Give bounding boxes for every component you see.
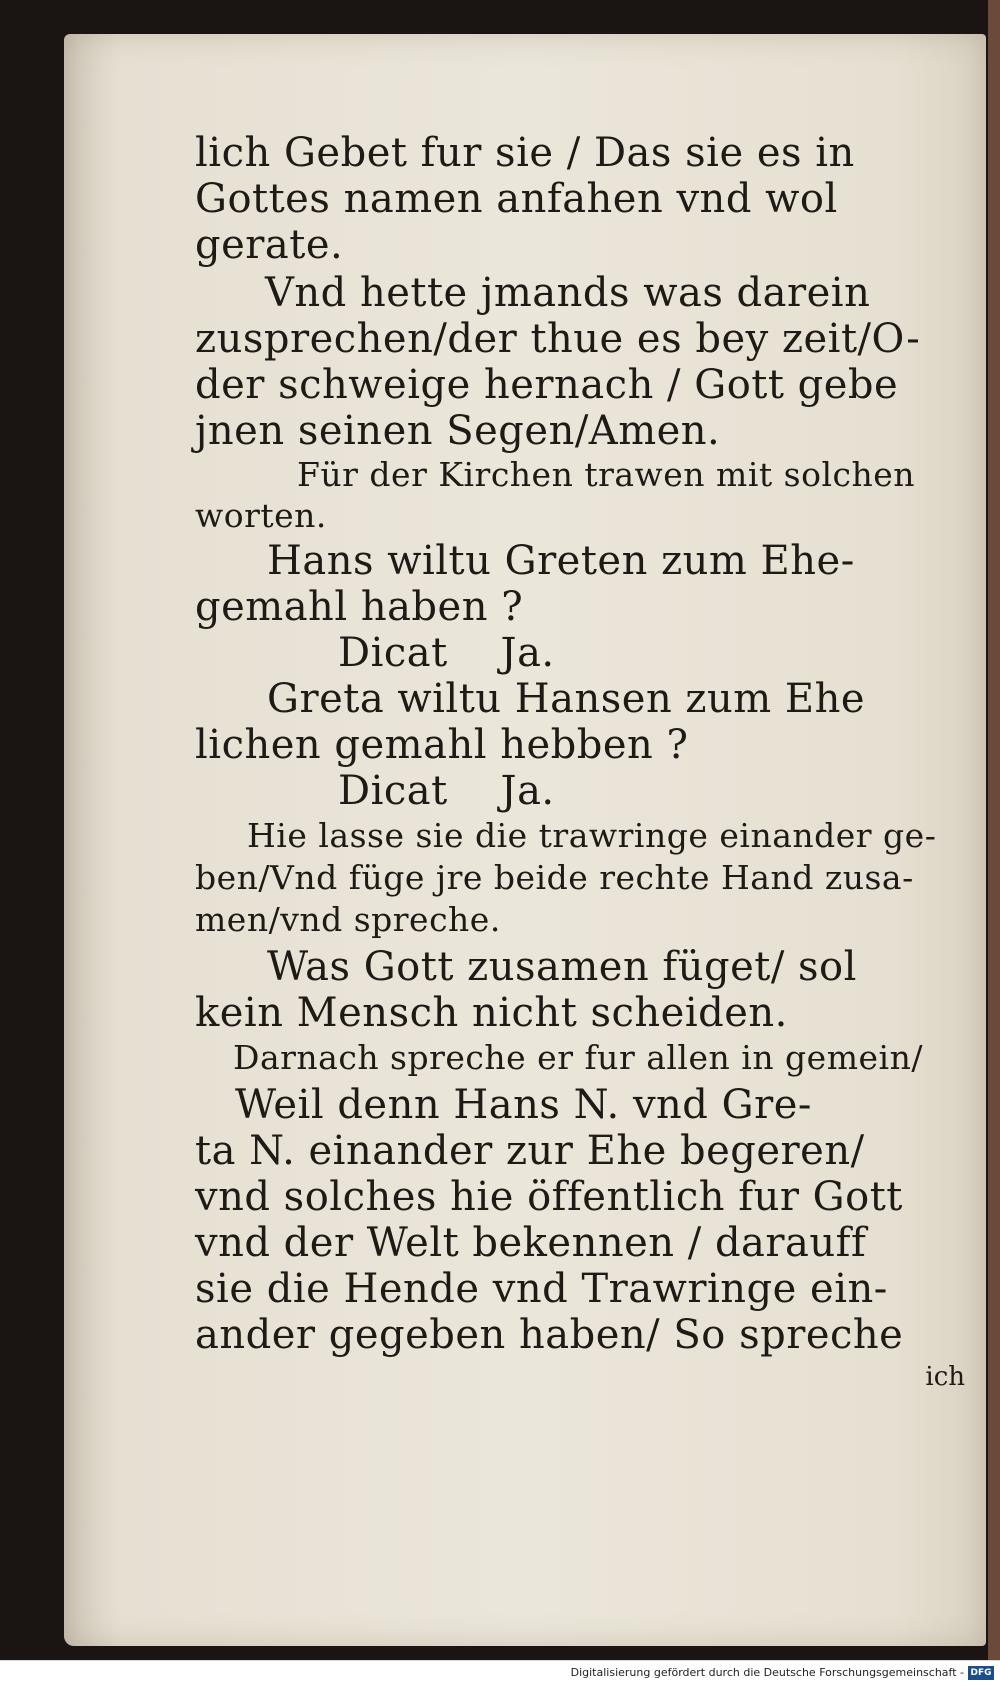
text-line: vnd solches hie öffentlich fur Gott	[195, 1174, 903, 1220]
text-line: gemahl haben ?	[195, 584, 524, 630]
rubric-line: Für der Kirchen trawen mit solchen	[297, 455, 916, 494]
rubric-line: men/vnd spreche.	[195, 900, 501, 939]
text-line: Greta wiltu Hansen zum Ehe	[267, 676, 866, 722]
page-text	[195, 130, 965, 1460]
text-line: lich Gebet fur sie / Das sie es in	[195, 130, 855, 176]
text-line: ta N. einander zur Ehe begeren/	[195, 1128, 865, 1174]
text-line: sie die Hende vnd Trawringe ein-	[195, 1266, 888, 1312]
text-line: kein Mensch nicht scheiden.	[195, 990, 788, 1036]
text-line: ander gegeben haben/ So spreche	[195, 1312, 904, 1358]
text-line: zusprechen/der thue es bey zeit/O-	[195, 316, 921, 362]
text-line: lichen gemahl hebben ?	[195, 722, 689, 768]
text-line: vnd der Welt bekennen / darauff	[195, 1220, 867, 1266]
text-line: Was Gott zusamen füget/ sol	[267, 944, 857, 990]
text-line: der schweige hernach / Gott gebe	[195, 362, 899, 408]
book-edge	[988, 0, 1000, 1660]
text-line: Gottes namen anfahen vnd wol	[195, 176, 838, 222]
catchword: ich	[925, 1362, 965, 1392]
text-line: Hans wiltu Greten zum Ehe-	[267, 538, 855, 584]
rubric-line: ben/Vnd füge jre beide rechte Hand zusa-	[195, 858, 914, 897]
rubric-line: worten.	[195, 496, 327, 535]
text-line: Dicat Ja.	[338, 768, 555, 814]
funding-credit: Digitalisierung gefördert durch die Deutsche Forschungsgemeinschaft -	[570, 1666, 964, 1679]
text-line: Vnd hette jmands was darein	[265, 270, 871, 316]
dfg-logo: DFG	[968, 1666, 994, 1680]
rubric-line: Darnach spreche er fur allen in gemein/	[233, 1038, 923, 1077]
text-line: Weil denn Hans N. vnd Gre-	[235, 1082, 812, 1128]
text-line: gerate.	[195, 222, 344, 268]
rubric-line: Hie lasse sie die trawringe einander ge-	[247, 816, 937, 855]
text-line: jnen seinen Segen/Amen.	[195, 408, 721, 454]
text-line: Dicat Ja.	[338, 630, 555, 676]
footer-bar	[0, 1660, 1000, 1687]
